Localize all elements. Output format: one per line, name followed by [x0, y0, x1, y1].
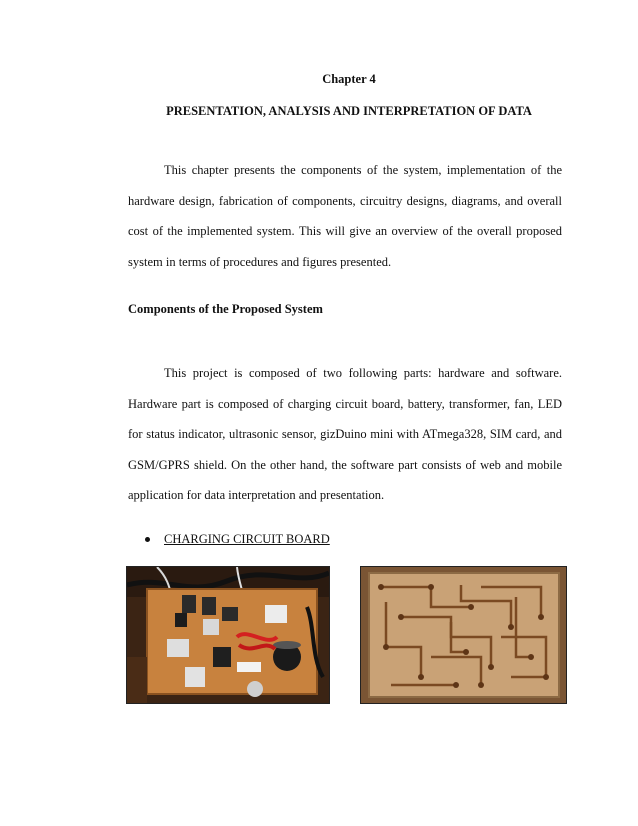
components-paragraph	[128, 358, 562, 511]
intro-paragraph	[128, 155, 562, 277]
section-heading: Components of the Proposed System	[128, 302, 323, 316]
circuit-board-photo-image	[127, 567, 329, 703]
pcb-traces-photo	[360, 566, 567, 704]
circuit-board-photo	[126, 566, 330, 704]
pcb-traces-photo-image	[361, 567, 566, 703]
chapter-title: PRESENTATION, ANALYSIS AND INTERPRETATION OF DATA	[166, 104, 532, 118]
bullet-item	[145, 532, 330, 547]
components-paragraph-text: This project is composed of two following parts: hardware and software. Hardware part is composed of charging circuit board, battery, transformer, fan, LED for status indicator, ultrasonic sensor, gizDuino mini with ATmega328, SIM card, and GSM/GPRS shield. On the other hand, the software part consists of web and mobile application for data interpretation and presentation.	[128, 366, 562, 502]
bullet-label: CHARGING CIRCUIT BOARD	[164, 532, 330, 546]
bullet-icon	[145, 537, 150, 542]
intro-paragraph-text: This chapter presents the components of the system, implementation of the hardware design, fabrication of components, circuitry designs, diagrams, and overall cost of the implemented system. This will give an overview of the overall proposed system in terms of procedures and figures presented.	[128, 163, 562, 269]
chapter-label: Chapter 4	[322, 72, 376, 86]
